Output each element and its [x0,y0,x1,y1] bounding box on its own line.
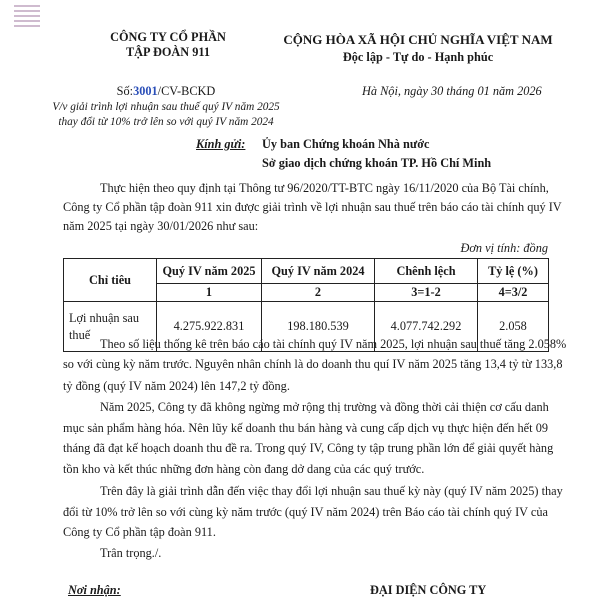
intro-line: năm 2025 tại ngày 30/01/2026 như sau: [63,219,259,233]
unit-note: Đơn vị tính: đồng [460,241,548,255]
nation-title: CỘNG HÒA XÃ HỘI CHỦ NGHĨA VIỆT NAM [283,32,553,47]
paragraph-line: Năm 2025, Công ty đã không ngừng mở rộng thị trường và đồng thời cải thiện cơ cấu danh [100,400,549,414]
paragraph-line: Trên đây là giải trình dẫn đến việc thay đổi lợi nhuận sau thuế kỳ này (quý IV năm 2025) thay [100,484,563,498]
document-number [117,84,216,99]
header-criteria: Chỉ tiêu [64,259,157,302]
recipients-label: Kính gửi: [196,137,246,151]
formula-1: 1 [157,284,262,302]
paragraph-line: đổi từ 10% trở lên so với cùng kỳ năm trước (quý IV năm 2024) trên Báo cáo tài chính quý IV của [63,505,548,519]
recipient-2: Sở giao dịch chứng khoán TP. Hồ Chí Minh [262,156,492,170]
row-label: Lợi nhuận sau thuế [64,302,157,352]
cell-ratio: 2.058 [478,302,549,352]
cell-q4-2024: 198.180.539 [262,302,375,352]
place-date: Hà Nội, ngày 30 tháng 01 năm 2026 [362,84,542,98]
paragraph-line: mục sản phẩm hàng hóa. Nên lũy kế doanh thu bán hàng và cung cấp dịch vụ thực hiện đến hết 09 [63,421,548,435]
header-q4-2024: Quý IV năm 2024 [262,259,375,284]
paragraph-line: tháng đã đạt kế hoạch doanh thu đề ra. Trong quý IV, Công ty tập trung phần lớn để giải quyết hàng [63,441,554,455]
signer-title: ĐẠI DIỆN CÔNG TY [370,583,487,597]
number-suffix: /CV-BCKD [157,84,216,98]
scan-mark [14,2,40,32]
paragraph-line: so với cùng kỳ năm trước. Nguyên nhân chính là do doanh thu quí IV năm 2025 tăng 13,4 tỷ từ 133,8 [63,357,563,371]
formula-4: 4=3/2 [478,284,549,302]
company-name-line2: TẬP ĐOÀN 911 [125,45,211,59]
company-name-line1: CÔNG TY CỔ PHẦN [110,30,226,44]
paragraph-line: Công ty Cổ phần tập đoàn 911. [63,525,216,539]
paragraph-line: tỷ đồng (quý IV năm 2024) lên 147,2 tỷ đồng. [63,379,290,393]
subject-line2: thay đổi từ 10% trở lên so với quý IV năm 2024 [58,116,274,128]
cell-difference: 4.077.742.292 [375,302,478,352]
paragraph-line: Theo số liệu thống kê trên báo cáo tài chính quý IV năm 2025, lợi nhuận sau thuế tăng 2.058% [100,337,567,351]
paragraph-line: tồn kho và kết thúc những đơn hàng còn đang dở dang của các quý trước. [63,462,425,476]
recipient-1: Ủy ban Chứng khoán Nhà nước [262,137,430,151]
intro-line: Thực hiện theo quy định tại Thông tư 96/2020/TT-BTC ngày 16/11/2020 của Bộ Tài chính, [100,181,549,195]
formula-2: 2 [262,284,375,302]
subject-line1: V/v giải trình lợi nhuận sau thuế quý IV năm 2025 [52,101,280,113]
handwritten-number: 3001 [133,84,158,98]
header-difference: Chênh lệch [375,259,478,284]
formula-3: 3=1-2 [375,284,478,302]
closing: Trân trọng./. [100,546,162,560]
motto: Độc lập - Tự do - Hạnh phúc [342,50,494,64]
header-q4-2025: Quý IV năm 2025 [157,259,262,284]
cell-q4-2025: 4.275.922.831 [157,302,262,352]
header-ratio: Tỷ lệ (%) [478,259,549,284]
intro-line: Công ty Cổ phần tập đoàn 911 xin được giải trình về lợi nhuận sau thuế trên báo cáo tài chính quý IV [63,200,562,214]
recipients-list-label: Nơi nhận: [68,583,121,597]
number-prefix: Số: [116,84,134,98]
